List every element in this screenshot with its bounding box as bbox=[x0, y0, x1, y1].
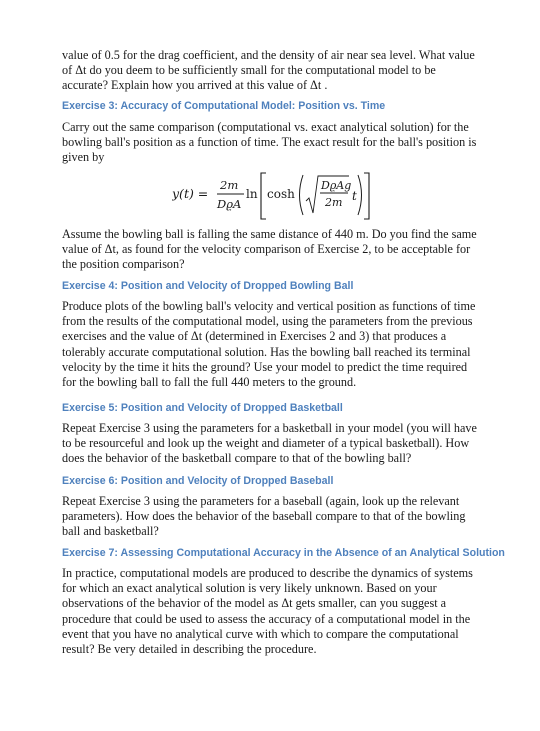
paragraph-exercise-3-question: Assume the bowling ball is falling the same distance of 440 m. Do you find the same value of Δt, as found for the velocity comparison of Exercise 2, to be acceptable for the position comparison? bbox=[62, 227, 477, 272]
paragraph-exercise2-end: value of 0.5 for the drag coefficient, and the density of air near sea level. What value of Δt do you deem to be sufficiently small for the computational model to be accurate? Explain how you arrived at this value of Δt . bbox=[62, 48, 475, 93]
equation-sqrt-numerator: DϱAg bbox=[321, 179, 352, 192]
equation-ln: ln bbox=[246, 187, 258, 201]
paragraph-exercise-6: Repeat Exercise 3 using the parameters for a baseball (again, look up the relevant parameters). How does the behavior of the baseball compare to that of the bowling ball and basketball? bbox=[62, 494, 466, 539]
heading-exercise-4: Exercise 4: Position and Velocity of Dropped Bowling Ball bbox=[62, 280, 354, 292]
equation-frac-numerator: 2m bbox=[220, 178, 239, 192]
heading-exercise-6: Exercise 6: Position and Velocity of Dropped Baseball bbox=[62, 475, 334, 487]
right-bracket bbox=[364, 173, 369, 219]
paragraph-exercise-7: In practice, computational models are produced to describe the dynamics of systems for which an exact analytical solution is very likely unknown. Based on your observations of the behavior of the model as Δt gets smaller, can you suggest a procedure that could be used to assess the accuracy of a computational model in the event that you have no analytical curve with which to compare the computational result? Be very detailed in describing the procedure. bbox=[62, 566, 473, 657]
paragraph-exercise-5: Repeat Exercise 3 using the parameters for a basketball in your model (you will have to be resourceful and look up the weight and diameter of a typical basketball). How does the behavior of the basketball compare to that of the bowling ball? bbox=[62, 421, 477, 466]
paragraph-exercise-4: Produce plots of the bowling ball's velocity and vertical position as functions of time from the results of the computational model, using the parameters from the previous exercises and the value of Δt (determined in Exercises 2 and 3) that produces a tolerably accurate computational solution. Has the bowling ball reached its terminal velocity by the time it hits the ground? Use your model to predict the time required for the bowling ball to fall the full 440 meters to the ground. bbox=[62, 299, 476, 390]
equation-t: t bbox=[352, 189, 357, 203]
left-paren bbox=[300, 175, 304, 215]
equation-lhs: y(t) = bbox=[172, 186, 209, 201]
heading-exercise-7: Exercise 7: Assessing Computational Accuracy in the Absence of an Analytical Solution bbox=[62, 547, 505, 559]
equation-cosh: cosh bbox=[267, 187, 295, 201]
equation-sqrt-denominator: 2m bbox=[325, 196, 343, 209]
heading-exercise-5: Exercise 5: Position and Velocity of Dropped Basketball bbox=[62, 402, 343, 414]
heading-exercise-3: Exercise 3: Accuracy of Computational Model: Position vs. Time bbox=[62, 100, 386, 112]
paragraph-exercise-3: Carry out the same comparison (computational vs. exact analytical solution) for the bowling ball's position as a function of time. The exact result for the ball's position is given by bbox=[62, 120, 477, 165]
left-bracket bbox=[261, 173, 266, 219]
equation-frac-denominator: DϱA bbox=[217, 197, 242, 211]
right-paren bbox=[358, 175, 362, 215]
position-equation bbox=[172, 167, 372, 223]
